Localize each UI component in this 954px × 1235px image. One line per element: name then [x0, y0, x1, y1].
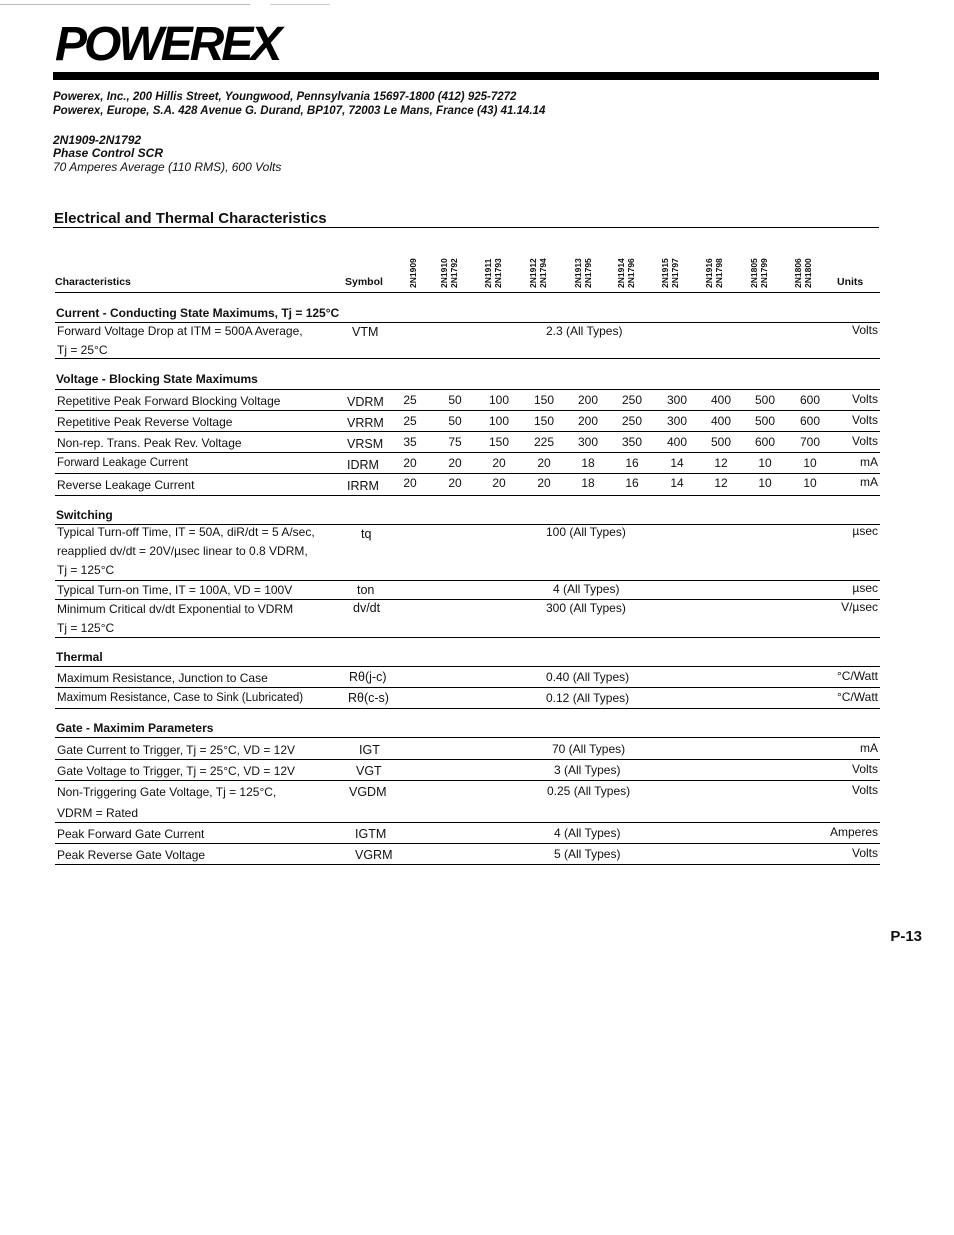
type-header-6b: 2N1796: [626, 258, 636, 288]
vtm-label-1: Forward Voltage Drop at ITM = 500A Average,: [57, 324, 303, 338]
header-symbol: Symbol: [345, 276, 383, 288]
vrrm-v4: 150: [533, 414, 555, 428]
idrm-v9: 10: [758, 456, 772, 470]
vrsm-v9: 600: [754, 435, 776, 449]
header-rule: [55, 292, 880, 293]
rule: [55, 473, 880, 474]
rule: [55, 599, 880, 600]
vgrm-symbol: VGRM: [355, 848, 393, 862]
type-header-4b: 2N1794: [538, 258, 548, 288]
vrrm-v10: 600: [799, 414, 821, 428]
vdrm-v5: 200: [577, 393, 599, 407]
vrsm-v2: 75: [448, 435, 462, 449]
idrm-v8: 12: [714, 456, 728, 470]
vdrm-v9: 500: [754, 393, 776, 407]
irrm-v6: 16: [625, 476, 639, 490]
vgdm-symbol: VGDM: [349, 785, 387, 799]
vrsm-v4: 225: [533, 435, 555, 449]
vgt-label: Gate Voltage to Trigger, Tj = 25°C, VD = 12V: [57, 764, 296, 778]
type-header-5b: 2N1795: [583, 258, 593, 288]
rule: [55, 822, 880, 823]
idrm-unit: mA: [860, 455, 878, 469]
group-switching: Switching: [56, 508, 113, 522]
rule: [55, 843, 880, 844]
vrsm-label: Non-rep. Trans. Peak Rev. Voltage: [57, 436, 242, 450]
header-bar: [53, 72, 879, 80]
tq-symbol: tq: [361, 527, 372, 541]
irrm-v7: 14: [670, 476, 684, 490]
irrm-v8: 12: [714, 476, 728, 490]
idrm-v2: 20: [448, 456, 462, 470]
rule: [55, 580, 880, 581]
vdrm-v3: 100: [488, 393, 510, 407]
type-header-3b: 2N1793: [493, 258, 503, 288]
rcs-unit: °C/Watt: [836, 690, 878, 704]
vgrm-label: Peak Reverse Gate Voltage: [57, 848, 206, 862]
irrm-v1: 20: [403, 476, 417, 490]
vrrm-v5: 200: [577, 414, 599, 428]
vrsm-v3: 150: [488, 435, 510, 449]
vrrm-v3: 100: [488, 414, 510, 428]
address-europe: Powerex, Europe, S.A. 428 Avenue G. Durand, BP107, 72003 Le Mans, France (43) 41.14.14: [53, 105, 546, 117]
type-header-6a: 2N1914: [616, 258, 626, 288]
vrsm-v5: 300: [577, 435, 599, 449]
vtm-value: 2.3 (All Types): [546, 324, 623, 338]
igt-unit: mA: [860, 741, 878, 755]
section-rule: [53, 227, 879, 228]
ton-symbol: ton: [357, 583, 375, 597]
tq-label-2: reapplied dv/dt = 20V/µsec linear to 0.8 VDRM,: [57, 544, 308, 558]
igtm-unit: Amperes: [829, 825, 878, 839]
type-header-9a: 2N1805: [749, 258, 759, 288]
section-title: Electrical and Thermal Characteristics: [54, 210, 327, 227]
rule: [55, 452, 880, 453]
vgt-value: 3 (All Types): [554, 763, 621, 777]
igtm-symbol: IGTM: [355, 827, 387, 841]
dvdt-label-2: Tj = 125°C: [57, 621, 115, 635]
igt-label: Gate Current to Trigger, Tj = 25°C, VD = 12V: [57, 743, 296, 757]
vrsm-unit: Volts: [851, 434, 878, 448]
vdrm-v4: 150: [533, 393, 555, 407]
type-header-9b: 2N1799: [759, 258, 769, 288]
irrm-v10: 10: [803, 476, 817, 490]
header-characteristics: Characteristics: [55, 276, 131, 288]
idrm-v7: 14: [670, 456, 684, 470]
address-usa: Powerex, Inc., 200 Hillis Street, Youngwood, Pennsylvania 15697-1800 (412) 925-7272: [53, 91, 517, 103]
vtm-unit: Volts: [851, 323, 878, 337]
ton-unit: µsec: [852, 581, 878, 595]
dvdt-value: 300 (All Types): [546, 601, 626, 615]
vgrm-value: 5 (All Types): [554, 847, 621, 861]
page-number: P-13: [890, 928, 922, 945]
rule: [55, 737, 880, 738]
tq-value: 100 (All Types): [546, 525, 626, 539]
irrm-label: Reverse Leakage Current: [57, 478, 195, 492]
vdrm-unit: Volts: [851, 392, 878, 406]
irrm-v3: 20: [492, 476, 506, 490]
idrm-v1: 20: [403, 456, 417, 470]
rule: [55, 410, 880, 411]
igt-symbol: IGT: [359, 743, 380, 757]
irrm-symbol: IRRM: [347, 479, 379, 493]
type-header-8a: 2N1916: [704, 258, 714, 288]
vrsm-v1: 35: [403, 435, 417, 449]
idrm-v4: 20: [537, 456, 551, 470]
type-header-2b: 2N1792: [449, 258, 459, 288]
vdrm-v10: 600: [799, 393, 821, 407]
type-header-1: 2N1909: [408, 258, 418, 288]
rjc-value: 0.40 (All Types): [546, 670, 630, 684]
rjc-unit: °C/Watt: [836, 669, 878, 683]
idrm-label: Forward Leakage Current: [57, 457, 189, 469]
rule: [55, 389, 880, 390]
vgdm-label-2: VDRM = Rated: [57, 806, 139, 820]
tq-label-3: Tj = 125°C: [57, 563, 115, 577]
vgt-unit: Volts: [851, 762, 878, 776]
vdrm-label: Repetitive Peak Forward Blocking Voltage: [57, 394, 281, 408]
vtm-label-2: Tj = 25°C: [57, 343, 108, 357]
vdrm-v1: 25: [403, 393, 417, 407]
vrrm-v7: 300: [666, 414, 688, 428]
rule: [55, 358, 880, 359]
irrm-v4: 20: [537, 476, 551, 490]
vrsm-v6: 350: [621, 435, 643, 449]
idrm-v3: 20: [492, 456, 506, 470]
dvdt-label-1: Minimum Critical dv/dt Exponential to VDRM: [57, 602, 294, 616]
type-header-3a: 2N1911: [483, 258, 493, 288]
vrrm-unit: Volts: [851, 413, 878, 427]
ton-label: Typical Turn-on Time, IT = 100A, VD = 100V: [57, 583, 293, 597]
vdrm-symbol: VDRM: [347, 395, 384, 409]
vgrm-unit: Volts: [851, 846, 878, 860]
rule: [55, 864, 880, 865]
part-range: 2N1909-2N1792: [53, 133, 142, 147]
group-thermal: Thermal: [56, 650, 103, 664]
rcs-label: Maximum Resistance, Case to Sink (Lubricated): [57, 692, 304, 704]
rule: [55, 780, 880, 781]
irrm-v9: 10: [758, 476, 772, 490]
tq-label-1: Typical Turn-off Time, IT = 50A, diR/dt = 5 A/sec,: [57, 525, 315, 539]
vdrm-v2: 50: [448, 393, 462, 407]
type-header-7a: 2N1915: [660, 258, 670, 288]
idrm-v5: 18: [581, 456, 595, 470]
powerex-logo: [53, 18, 353, 66]
idrm-v10: 10: [803, 456, 817, 470]
vrsm-v7: 400: [666, 435, 688, 449]
rjc-symbol: Rθ(j-c): [349, 670, 387, 684]
tq-unit: µsec: [852, 524, 878, 538]
vrsm-v10: 700: [799, 435, 821, 449]
rule: [55, 759, 880, 760]
igtm-label: Peak Forward Gate Current: [57, 827, 205, 841]
rule: [55, 431, 880, 432]
product-rating: 70 Amperes Average (110 RMS), 600 Volts: [53, 160, 282, 174]
type-header-7b: 2N1797: [670, 258, 680, 288]
top-rule-short: [270, 4, 330, 5]
vrrm-v2: 50: [448, 414, 462, 428]
group-voltage: Voltage - Blocking State Maximums: [56, 372, 258, 386]
igt-value: 70 (All Types): [552, 742, 626, 756]
rule: [55, 322, 880, 323]
irrm-unit: mA: [860, 475, 878, 489]
vrrm-symbol: VRRM: [347, 416, 384, 430]
rule: [55, 708, 880, 709]
vrsm-symbol: VRSM: [347, 437, 384, 451]
rjc-label: Maximum Resistance, Junction to Case: [57, 671, 268, 685]
rule: [55, 495, 880, 496]
vgdm-unit: Volts: [851, 783, 878, 797]
type-header-10b: 2N1800: [803, 258, 813, 288]
rule: [55, 666, 880, 667]
dvdt-unit: V/µsec: [841, 600, 878, 614]
type-header-4a: 2N1912: [528, 258, 538, 288]
vdrm-v8: 400: [710, 393, 732, 407]
group-gate: Gate - Maximim Parameters: [56, 721, 214, 735]
group-current: Current - Conducting State Maximums, Tj = 125°C: [56, 306, 340, 320]
vgt-symbol: VGT: [356, 764, 382, 778]
vrrm-label: Repetitive Peak Reverse Voltage: [57, 415, 233, 429]
logo-text: POWEREX: [55, 18, 280, 66]
vdrm-v6: 250: [621, 393, 643, 407]
idrm-symbol: IDRM: [347, 458, 379, 472]
vtm-symbol: VTM: [352, 325, 379, 339]
idrm-v6: 16: [625, 456, 639, 470]
top-rule: [0, 4, 250, 5]
vrrm-v8: 400: [710, 414, 732, 428]
header-units: Units: [837, 276, 864, 288]
vrrm-v6: 250: [621, 414, 643, 428]
igtm-value: 4 (All Types): [554, 826, 621, 840]
rcs-value: 0.12 (All Types): [546, 691, 630, 705]
vrsm-v8: 500: [710, 435, 732, 449]
irrm-v5: 18: [581, 476, 595, 490]
vgdm-value: 0.25 (All Types): [547, 784, 631, 798]
type-header-10a: 2N1806: [793, 258, 803, 288]
product-type: Phase Control SCR: [53, 146, 164, 160]
ton-value: 4 (All Types): [553, 582, 620, 596]
type-header-2a: 2N1910: [439, 258, 449, 288]
vrrm-v1: 25: [403, 414, 417, 428]
type-header-5a: 2N1913: [573, 258, 583, 288]
rule: [55, 687, 880, 688]
vrrm-v9: 500: [754, 414, 776, 428]
vgdm-label-1: Non-Triggering Gate Voltage, Tj = 125°C,: [57, 785, 277, 799]
dvdt-symbol: dv/dt: [353, 601, 381, 615]
irrm-v2: 20: [448, 476, 462, 490]
type-header-8b: 2N1798: [714, 258, 724, 288]
rcs-symbol: Rθ(c-s): [348, 691, 389, 705]
vdrm-v7: 300: [666, 393, 688, 407]
rule: [55, 637, 880, 638]
